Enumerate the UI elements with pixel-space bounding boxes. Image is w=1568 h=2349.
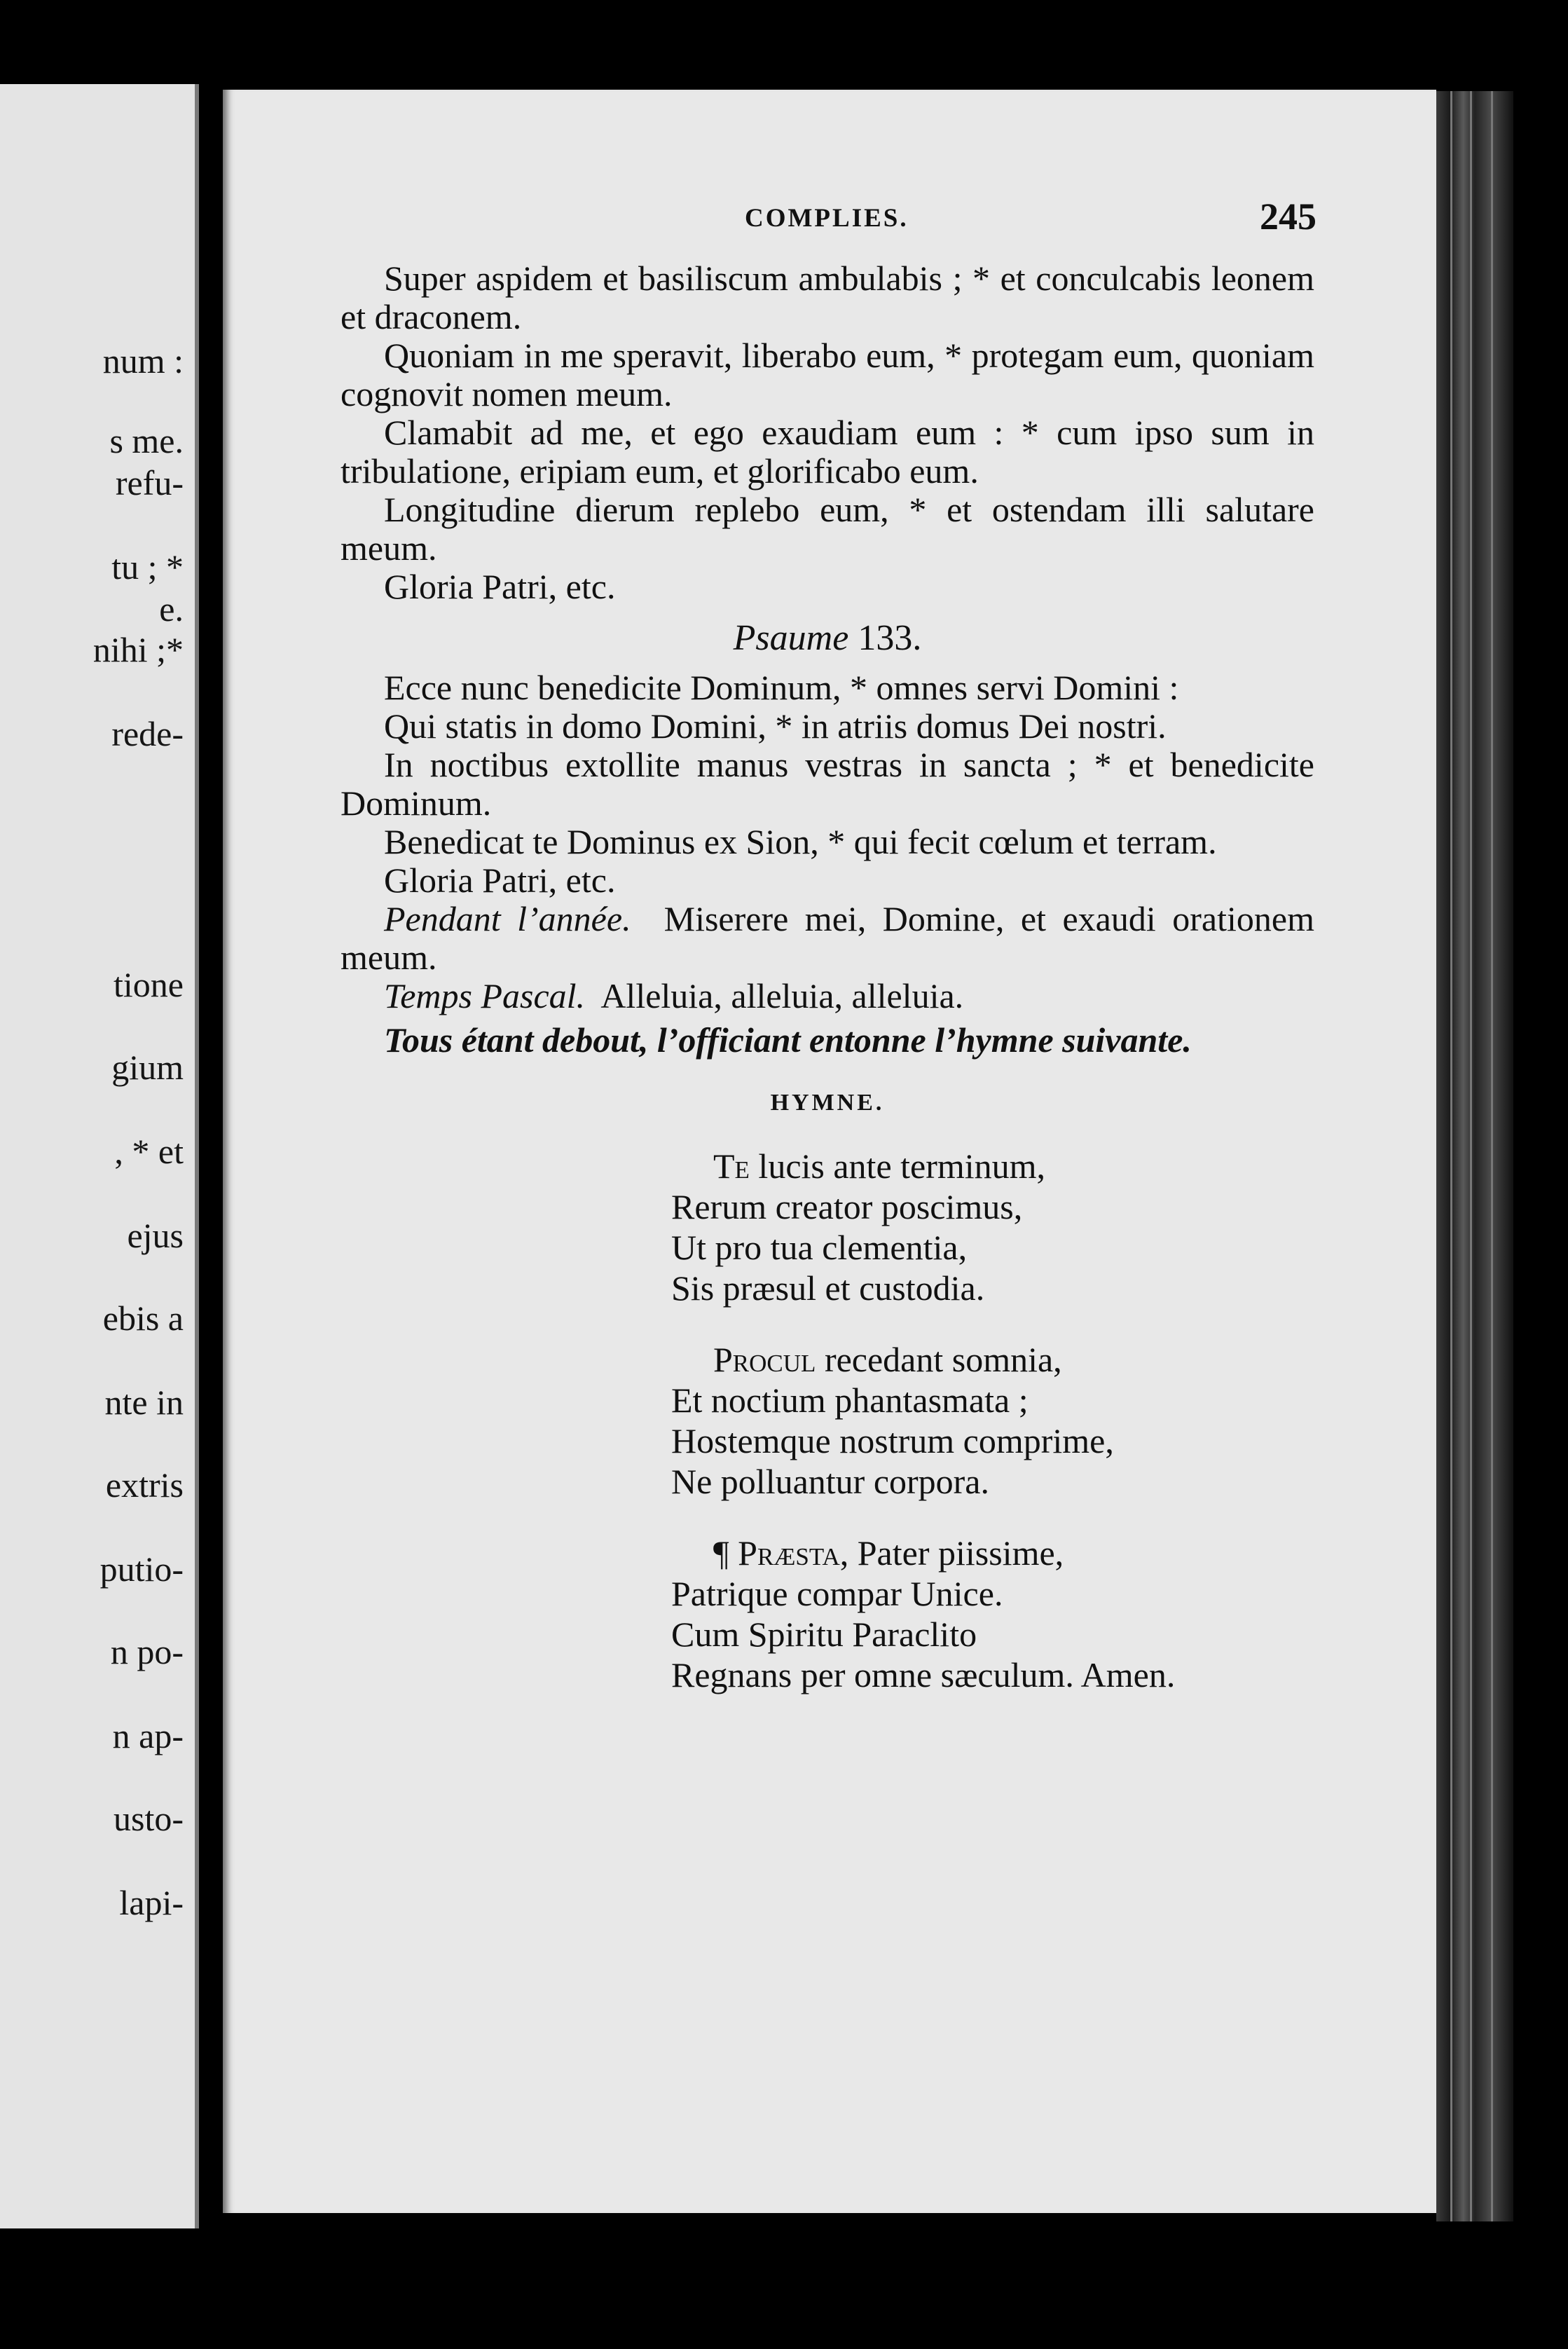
psalm-title [341,619,1314,657]
stanza-initial: ¶ Præsta, [713,1533,849,1573]
left-line: putio- [99,1549,184,1589]
hymn-stanza [341,1339,1314,1502]
edge-line [1470,91,1472,2221]
stanza-line: Sis præsul et custodia. [671,1268,985,1308]
left-line: rede- [111,714,184,753]
left-line: nihi ;* [92,630,184,669]
left-line: ejus [127,1216,184,1255]
stanza-line: Patrique compar Unice. [671,1574,1003,1613]
stanza-line: Rerum creator poscimus, [671,1187,1023,1226]
antiphon-paschal-label: Temps Pascal. [384,976,586,1015]
left-line: nte in [104,1383,184,1422]
page-header [223,195,1436,244]
hymn-stanza [341,1533,1314,1695]
psalm-number: 133. [858,618,922,658]
left-line: extris [105,1465,184,1505]
stanza-line: Ut pro tua clementia, [671,1228,968,1267]
running-head: COMPLIES. [745,204,909,233]
left-line: ebis a [102,1299,184,1338]
stanza-line-text: recedant somnia, [824,1340,1062,1379]
verse: Clamabit ad me, et ego exaudiam eum : * cum ipso sum in tribulatione, eripiam eum, et glorificabo eum. [341,413,1314,491]
antiphon-year [341,900,1314,977]
stanza-line: Ne polluantur corpora. [671,1462,990,1501]
stanza-line: Et noctium phantasmata ; [671,1381,1029,1420]
left-line: usto- [114,1799,184,1838]
verse: Benedicat te Dominus ex Sion, * qui fecit cœlum et terram. [384,822,1217,861]
left-line: lapi- [119,1883,184,1922]
verse: Longitudine dierum replebo eum, * et ostendam illi salutare meum. [341,490,1314,568]
psalm-title-word: Psaume [733,618,849,658]
stanza-line: Cum Spiritu Paraclito [671,1615,977,1654]
left-line: n ap- [112,1716,184,1755]
antiphon-year-text: Miserere mei, Domine, et exaudi orationem meum. [341,899,1314,977]
left-line: tione [114,965,184,1004]
stanza-initial: Te [713,1146,750,1186]
stanza-initial: Procul [713,1340,816,1379]
stanza-line-text: Pater piissime, [857,1533,1064,1573]
stanza-line: Regnans per omne sæculum. Amen. [671,1655,1176,1694]
book-fore-edge [1436,91,1513,2221]
antiphon-paschal-text: Alleluia, alleluia, alleluia. [600,976,964,1015]
verse: Qui statis in domo Domini, * in atriis domus Dei nostri. [384,706,1167,746]
doxology: Gloria Patri, etc. [384,567,616,606]
stanza-line [671,1339,1314,1380]
edge-line [1491,91,1493,2221]
verse: In noctibus extollite manus vestras in sancta ; * et benedicite Dominum. [341,745,1314,823]
rubric: Tous étant debout, l’officiant entonne l’hymne suivante. [384,1020,1192,1060]
left-line: e. [159,589,184,629]
edge-line [1450,91,1452,2221]
right-page [223,90,1436,2213]
hymn-heading: HYMNE. [770,1090,885,1116]
doxology: Gloria Patri, etc. [384,861,616,900]
antiphon-year-label: Pendant l’année. [384,899,631,938]
verse: Ecce nunc benedicite Dominum, * omnes servi Domini : [384,668,1179,707]
left-line: s me. [109,421,184,460]
stanza-line [671,1533,1314,1573]
hymn-stanza [341,1146,1314,1308]
left-line: refu- [115,463,184,502]
stanza-line: Hostemque nostrum comprime, [671,1421,1114,1460]
page-number: 245 [1260,196,1316,238]
left-page-fragment [0,84,199,2228]
verse: Super aspidem et basiliscum ambulabis ; * et conculcabis leonem et draconem. [341,259,1314,336]
left-line: num : [102,341,184,381]
antiphon-paschal [341,977,1314,1015]
left-line: , * et [114,1132,184,1171]
left-line: n po- [110,1632,184,1671]
left-line: tu ; * [111,547,184,587]
verse: Quoniam in me speravit, liberabo eum, * protegam eum, quoniam cognovit nomen meum. [341,336,1314,413]
page-body [341,259,1314,1726]
stanza-line-text: lucis ante terminum, [758,1146,1046,1186]
left-line: gium [111,1048,184,1087]
stanza-line [671,1146,1314,1186]
